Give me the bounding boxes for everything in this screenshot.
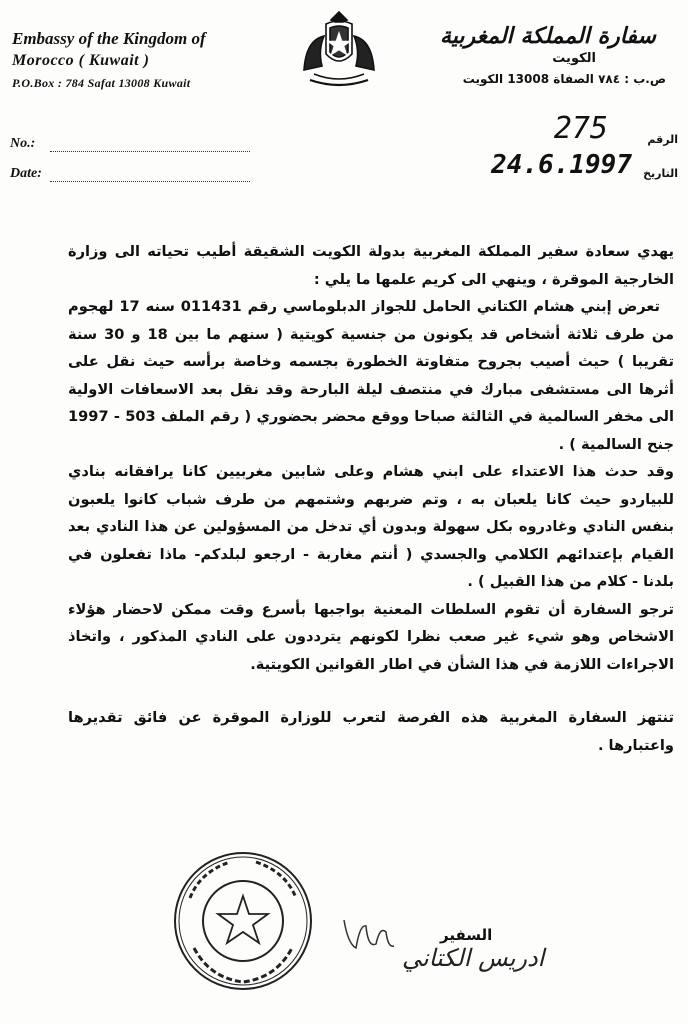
country-line: Morocco ( Kuwait ) [12,52,150,69]
reference-fields-english [10,122,250,182]
ref-date: 24.6.1997 [491,150,632,180]
initial-scribble-icon [338,914,398,960]
embassy-name-line: Embassy of the Kingdom of [12,29,206,48]
signatory-name: ادريس الكتاني [402,944,545,972]
city-arabic: الكويت [552,51,596,66]
letter-body [68,238,674,759]
date-label: Date: [10,166,42,181]
date-label-arabic: التاريخ [643,167,678,180]
paragraph-details: وقد حدث هذا الاعتداء على ابني هشام وعلى شابين مغربيين كانا يرافقانه بنادي للبياردو حيث كانا يلعبان به ، وتم ضربهم وشتمهم من طرف شباب كانوا يلعبون بنفس النادي وغادروه بكل سهولة وبدون أي تدخل من المسؤولين عن هذا النادي بعد القيام بإعتدائهم الكلامي والجسدي ( أنتم مغاربة - ارجعو لبلدكم- ماذا تفعلون في بلدنا - كلام من هذا القبيل ) . [68,463,674,590]
address-arabic: ص.ب : ٧٨٤ الصفاة 13008 الكويت [462,72,666,86]
embassy-seal-stamp-icon [170,848,316,994]
date-dotted-line [50,167,250,182]
embassy-name-arabic: سفارة المملكة المغربية [439,24,656,49]
ref-label-arabic: الرقم [647,133,678,146]
no-label: No.: [10,136,36,151]
paragraph-closing: تنتهز السفارة المغربية هذه الفرصة لتعرب للوزارة الموقرة عن فائق تقديرها واعتبارها . [68,709,674,754]
paragraph-incident: تعرض إبني هشام الكتاني الحامل للجواز الدبلوماسي رقم 011431 سنه 17 لهجوم من طرف ثلاثة أشخاص قد يكونون من جنسية كويتية ( سنهم ما بين 18 و 30 سنة تقريبا ) حيث أصيب بجروح متفاوتة الخطورة بجسمه وخاصة برأسه حيث نقل على أثرها الى مستشفى مبارك في منتصف ليلة البارحة وقد نقل بعد الاسعافات الاولية الى مخفر السالمية في الثالثة صباحا ووقع محضر بحضوري ( رقم الملف 503 - 1997 جنح السالمية ) . [68,298,674,453]
arabic-letterhead [436,24,666,86]
paragraph-intro: يهدي سعادة سفير المملكة المغربية بدولة الكويت الشقيقة أطيب تحياته الى وزارة الخارجية الموقرة ، وينهي الى كريم علمها ما يلي : [68,243,674,288]
reference-fields-arabic [438,112,678,180]
address-line: P.O.Box : 784 Safat 13008 Kuwait [12,76,191,90]
signatory-title: السفير [440,926,493,944]
english-letterhead [12,28,242,94]
no-dotted-line [50,137,250,152]
ref-number: 275 [553,111,608,146]
moroccan-coat-of-arms-icon [296,10,382,90]
paragraph-request: ترجو السفارة أن تقوم السلطات المعنية بواجبها بأسرع وقت ممكن لاحضار هؤلاء الاشخاص وهو شيء غير صعب نظرا لكونهم يترددون على النادي المذكور ، واتخاذ الاجراءات اللازمة في هذا الشأن في اطار القوانين الكويتية. [68,600,674,673]
